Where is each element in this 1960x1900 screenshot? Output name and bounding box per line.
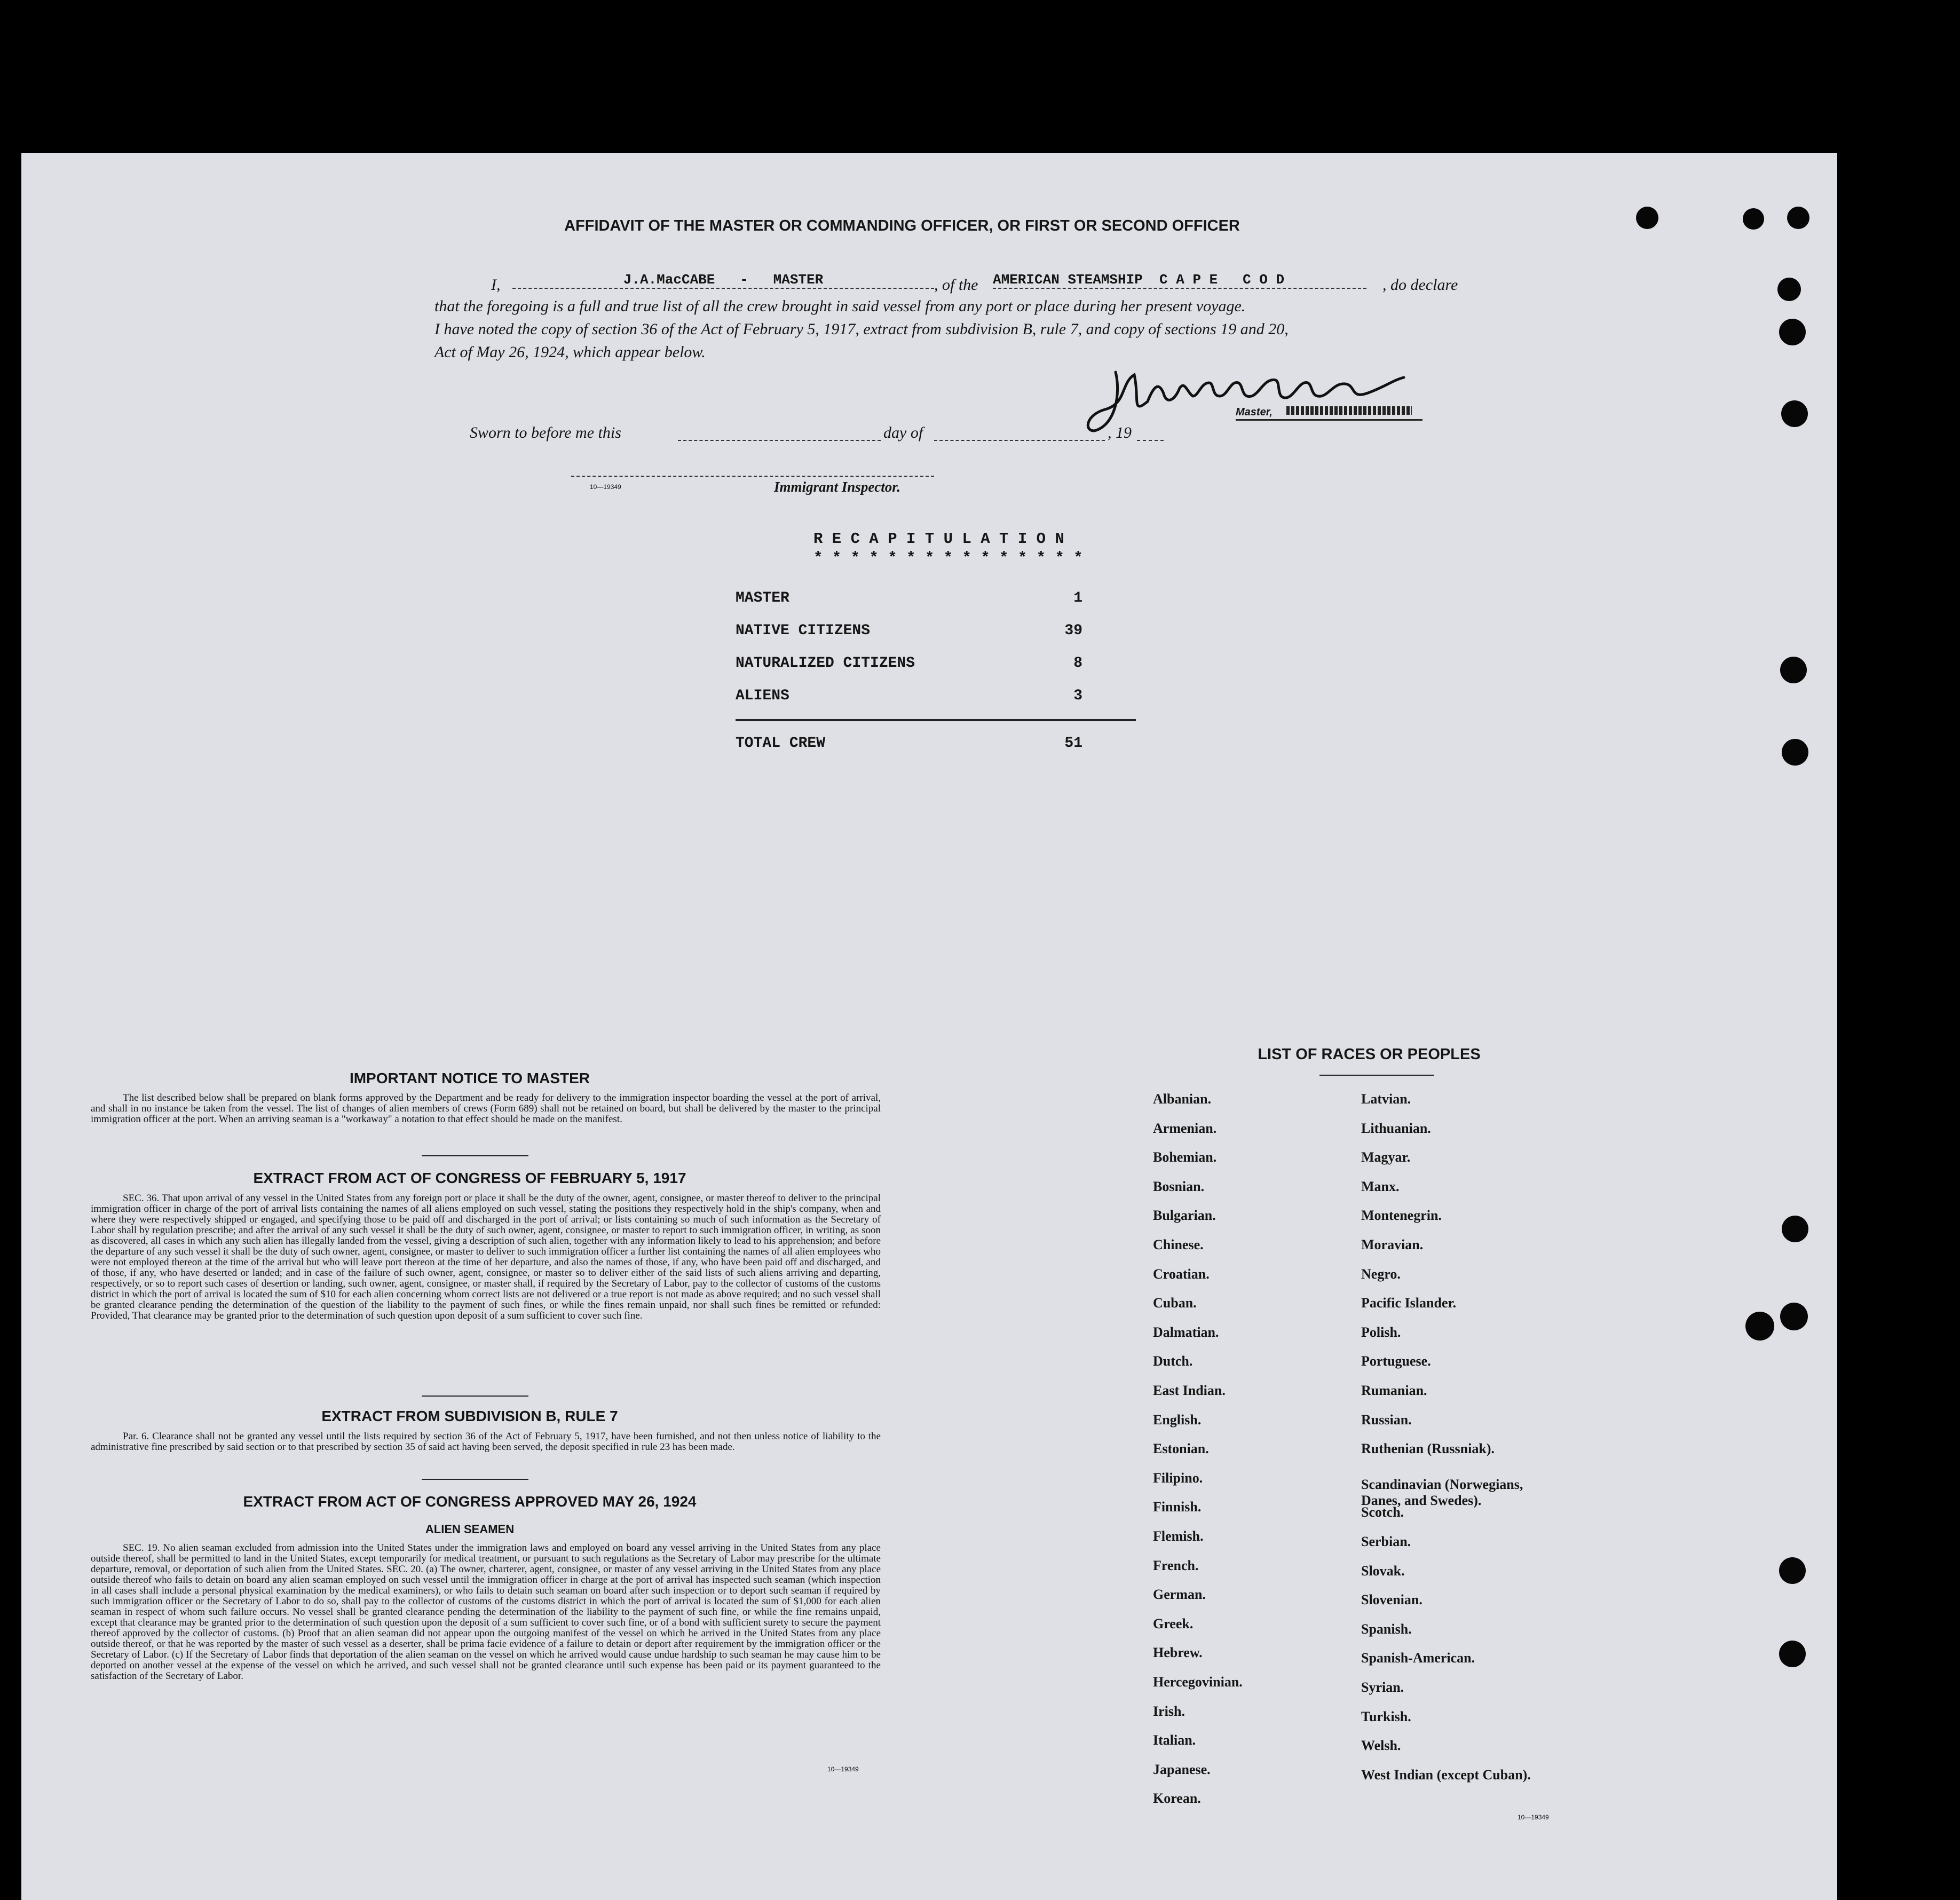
punch-hole [1781,400,1808,427]
races-title: LIST OF RACES OR PEOPLES [1258,1046,1481,1063]
race-item: Finnish. [1153,1499,1202,1515]
recap-total-rule [736,719,1136,721]
recap-row-value: 39 [1064,622,1082,639]
race-item: Latvian. [1361,1091,1411,1107]
race-item: West Indian (except Cuban). [1361,1767,1531,1783]
race-item: Spanish. [1361,1621,1412,1637]
divider [422,1155,528,1156]
document-sheet [21,153,1837,1900]
race-item: Danes, and Swedes). [1361,1492,1482,1508]
race-item: French. [1153,1557,1199,1573]
race-item: Hercegovinian. [1153,1674,1243,1690]
recap-row-label: NATURALIZED CITIZENS [736,655,915,672]
race-item: Pacific Islander. [1361,1295,1457,1311]
punch-hole [1782,739,1808,766]
recap-title: R E C A P I T U L A T I O N [813,530,1064,548]
affidavit-line-3: I have noted the copy of section 36 of the Act of February 5, 1917, extract from subdivision B, rule 7, and copy of sections 19 and 20, [434,320,1289,338]
punch-hole [1779,1641,1806,1667]
race-item: Russian. [1361,1412,1412,1428]
recap-row-label: MASTER [736,590,789,606]
races-title-rule [1319,1075,1434,1076]
divider [422,1479,528,1480]
race-item: Welsh. [1361,1738,1401,1754]
year-label: , 19 [1108,424,1132,442]
extract2-title: EXTRACT FROM SUBDIVISION B, RULE 7 [321,1408,618,1424]
race-item: Magyar. [1361,1149,1411,1165]
extract2-body: Par. 6. Clearance shall not be granted any vessel until the lists required by section 36 of the Act of February 5, 1917, have been furnished, and not then unless notice of liability to the administrative fine prescribed by said section or to that prescribed by section 35 of said act having been served, the deposit specified in rule 23 has been made. [91,1431,881,1453]
race-item: Bohemian. [1153,1149,1217,1165]
officer-name-field: J.A.MacCABE - MASTER [512,272,934,289]
extract1-title: EXTRACT FROM ACT OF CONGRESS OF FEBRUARY 5, 1917 [253,1170,686,1186]
race-item: Scotch. [1361,1504,1404,1520]
inspector-label: Immigrant Inspector. [774,479,901,495]
race-item: Bulgarian. [1153,1208,1216,1224]
punch-hole [1779,1557,1806,1584]
punch-hole [1636,207,1658,229]
recap-row-value: 8 [1073,655,1082,672]
races-form-number: 10—19349 [1518,1814,1549,1821]
race-item: Albanian. [1153,1091,1212,1107]
race-item: East Indian. [1153,1383,1226,1398]
race-item: Cuban. [1153,1295,1197,1311]
do-declare-label: , do declare [1382,276,1458,294]
sworn-label: Sworn to before me this [470,424,621,442]
race-item: Slovenian. [1361,1592,1422,1608]
race-item: Dutch. [1153,1353,1193,1369]
punch-hole [1743,208,1764,230]
extract3-body: SEC. 19. No alien seaman excluded from admission into the United States under the immigration laws and employed on board any vessel arriving in the United States from any place outside thereof, shall be permitted to land in the United States, except temporarily for medical treatment, or pursuant to such regulations as the Secretary of Labor may prescribe for the ultimate departure, removal, or deportation of such alien from the United States. SEC. 20. (a) The owner, charterer, agent, consignee, or master of any vessel arriving in the United States from any place outside thereof who fails to detain on board any alien seaman employed on such vessel until the immigration officer in charge at the port of arrival has inspected such seaman (which inspection in all cases shall include a personal physical examination by the medical examiners), or who fails to detain such seaman on board after such inspection or to deport such seaman if required by such immigration officer or the Secretary of Labor to do so, shall pay to the collector of customs of the customs district in which the port of arrival is located the sum of $1,000 for each alien seaman in respect of whom such failure occurs. No vessel shall be granted clearance pending the determination of the liability to the payment of such fine, or while the fine remains unpaid, except that clearance may be granted prior to the determination of such question upon the deposit of a sum sufficient to cover such fine, or of a bond with sufficient surety to secure the payment thereof approved by the collector of customs. (b) Proof that an alien seaman did not appear upon the outgoing manifest of the vessel on which he arrived in the United States from any place outside thereof, or that he was reported by the master of such vessel as a deserter, shall be prima facie evidence of a failure to detain or deport after requirement by the immigration officer or the Secretary of Labor. (c) If the Secretary of Labor finds that deportation of the alien seaman on the vessel on which he arrived would cause undue hardship to such seaman he may cause him to be deported on another vessel at the expense of the vessel on which he arrived, and such vessel shall not be granted clearance until such expense has been paid or its payment guaranteed to the satisfaction of the Secretary of Labor. [91,1542,881,1682]
i-label: I, [491,276,501,294]
punch-hole [1779,319,1806,345]
race-item: Bosnian. [1153,1178,1205,1194]
race-item: Italian. [1153,1732,1196,1748]
recap-row [736,622,1082,639]
affidavit-title: AFFIDAVIT OF THE MASTER OR COMMANDING OFFICER, OR FIRST OR SECOND OFFICER [564,217,1240,234]
notice-title: IMPORTANT NOTICE TO MASTER [349,1070,590,1086]
race-item: Ruthenian (Russniak). [1361,1441,1495,1457]
extract3-subtitle: ALIEN SEAMEN [425,1523,515,1536]
sworn-month-field [934,440,1105,441]
punch-hole [1777,278,1801,301]
sworn-line [470,424,1217,445]
punch-hole [1780,657,1807,683]
extract1-body: SEC. 36. That upon arrival of any vessel in the United States from any foreign port or place it shall be the duty of the owner, agent, consignee, or master thereof to deliver to the principal immigration officer in charge of the port of arrival lists containing the names of all aliens employed on such vessel, stating the positions they respectively hold in the ship's company, when and where they were respectively shipped or engaged, and specifying those to be paid off and discharged in the port of arrival; or lists containing so much of such information as the Secretary of Labor shall by regulation prescribe; and after the arrival of any such vessel it shall be the duty of such owner, agent, consignee, or master to report to such immigration officer, in writing, as soon as discovered, all cases in which any such alien has illegally landed from the vessel, giving a description of such alien, together with any information likely to lead to his apprehension; and before the departure of any such vessel it shall be the duty of such owner, agent, consignee, or master to deliver to such immigration officer a further list containing the names of all alien employees who were not employed thereon at the time of the arrival but who will leave port thereon at the time of her departure, and also the names of those, if any, who have been paid off and discharged, and of those, if any, who have deserted or landed; and in case of the failure of such owner, agent, consignee, or master so to deliver either of the said lists of such aliens arriving and departing, respectively, or so to report such cases of desertion or landing, such owner, agent, consignee, or master shall, if required by the Secretary of Labor, pay to the collector of customs of the customs district in which the port of arrival is located the sum of $10 for each alien concerning whom correct lists are not delivered or a true report is not made as above required; and no such vessel shall be granted clearance pending the determination of the question of the liability to the payment of such fines, or while the fines remain unpaid, nor shall such fines be remitted or refunded: Provided, That clearance may be granted prior to the determination of such question upon deposit of a sum sufficient to cover such fine. [91,1193,881,1321]
race-item: Portuguese. [1361,1353,1431,1369]
race-item: Polish. [1361,1324,1401,1340]
affidavit-line-2: that the foregoing is a full and true list of all the crew brought in said vessel from any port or place during her present voyage. [434,297,1246,315]
recap-total-value: 51 [1064,735,1082,752]
punch-hole [1780,1303,1808,1330]
race-item: Estonian. [1153,1441,1209,1457]
recap-row-value: 1 [1073,590,1082,606]
recap-total-row [736,735,1082,752]
race-item: Irish. [1153,1703,1185,1719]
punch-hole [1787,207,1809,229]
of-the-label: , of the [934,276,978,294]
master-label: Master, [1236,406,1273,418]
day-of-label: day of [883,424,923,442]
recap-row-label: NATIVE CITIZENS [736,622,871,639]
notice-form-number: 10—19349 [827,1765,859,1773]
race-item: Slovak. [1361,1563,1405,1579]
race-item: Lithuanian. [1361,1120,1431,1136]
race-item: Hebrew. [1153,1645,1203,1661]
recap-row-value: 3 [1073,688,1082,704]
sworn-day-field [678,440,881,441]
race-item: Japanese. [1153,1761,1211,1777]
race-item: Greek. [1153,1615,1194,1631]
inspector-signature-line [571,476,934,477]
race-item: Serbian. [1361,1534,1411,1549]
recap-row [736,688,1082,704]
affidavit-line-4: Act of May 26, 1924, which appear below. [434,343,706,361]
struck-title [1286,406,1412,415]
race-item: English. [1153,1412,1202,1428]
race-item: Moravian. [1361,1237,1424,1252]
race-item: Negro. [1361,1266,1401,1282]
recap-stars: * * * * * * * * * * * * * * * [813,549,1083,567]
race-item: Scandinavian (Norwegians, [1361,1476,1523,1492]
punch-hole [1782,1216,1808,1242]
race-item: Montenegrin. [1361,1208,1442,1224]
recap-row-label: ALIENS [736,688,789,704]
vessel-name-field: AMERICAN STEAMSHIP C A P E C O D [993,272,1366,289]
recap-row [736,655,1082,672]
race-item: Filipino. [1153,1470,1203,1486]
master-signature-line [1236,403,1422,421]
race-item: German. [1153,1587,1206,1603]
divider [422,1396,528,1397]
race-item: Dalmatian. [1153,1324,1219,1340]
race-item: Syrian. [1361,1680,1404,1695]
recap-row [736,590,1082,606]
affidavit-form-number: 10—19349 [590,483,621,491]
race-item: Croatian. [1153,1266,1210,1282]
race-item: Spanish-American. [1361,1650,1475,1666]
affidavit-line-1 [459,272,1527,295]
sworn-year-field [1137,440,1164,441]
notice-body: The list described below shall be prepared on blank forms approved by the Department and be ready for delivery to the immigration inspector boarding the vessel at the port of arrival, and shall in no instance be taken from the vessel. The list of changes of alien members of crews (Form 689) shall not be retained on board, but shall be delivered by the master to the principal immigration officer at the port. When an arriving seaman is a "workaway" a notation to that effect should be made on the manifest. [91,1092,881,1125]
race-item: Chinese. [1153,1237,1204,1252]
race-item: Rumanian. [1361,1383,1427,1398]
race-item: Turkish. [1361,1708,1411,1724]
race-item: Armenian. [1153,1120,1217,1136]
race-item: Korean. [1153,1791,1201,1807]
punch-hole [1745,1312,1774,1341]
extract3-title: EXTRACT FROM ACT OF CONGRESS APPROVED MAY 26, 1924 [243,1493,697,1510]
race-item: Flemish. [1153,1528,1204,1544]
race-item: Manx. [1361,1178,1400,1194]
recap-total-label: TOTAL CREW [736,735,826,752]
